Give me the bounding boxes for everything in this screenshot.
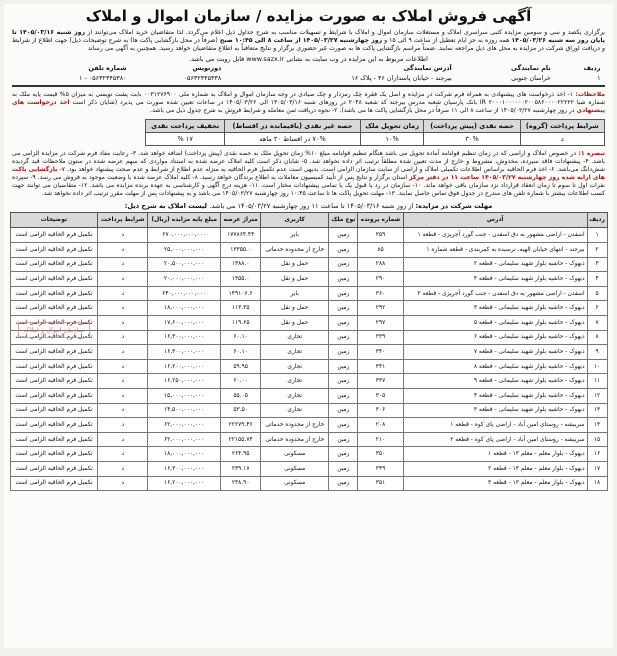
property-list-table xyxy=(10,212,608,491)
table-cell: ۶۰.۱۰ xyxy=(221,345,261,360)
table-cell: دیهوک - حاشیه بلوار شهید سلیمانی - قطعه ۶ xyxy=(403,330,587,345)
table-cell: خارج از محدوده خدماتی xyxy=(261,243,329,258)
table-cell: خارج از محدوده خدماتی xyxy=(261,418,329,433)
table-cell: ۲۰,۵۰۰,۰۰۰,۰۰۰ xyxy=(148,257,221,272)
table-cell: ۳۳۹ xyxy=(358,330,403,345)
table-cell: دیهوک - حاشیه بلوار شهید سلیمانی - قطعه ۴ xyxy=(403,272,587,287)
table-cell: ۱۶,۳۰۰,۰۰۰,۰۰۰ xyxy=(148,461,221,476)
table-cell: ۱۷۷۸۶۴.۴۴ xyxy=(221,228,261,243)
list-title: لیست املاک به شرح ذیل: xyxy=(124,202,210,211)
table-cell: تکمیل فرم الحاقیه الزامی است xyxy=(10,345,98,360)
table-cell: ۱۴۹۱۰۶.۶ xyxy=(221,286,261,301)
table-cell: ۲۹۲ xyxy=(358,301,403,316)
table-cell: ۱۶,۳۰۰,۰۰۰,۰۰۰ xyxy=(148,345,221,360)
branch-cell: ۰۵۶۳۲۴۴۵۳۳۸ xyxy=(183,73,222,82)
table-cell: ۲۵,۰۰۰,۰۰۰,۰۰۰ xyxy=(148,243,221,258)
table-cell: ۹ xyxy=(587,345,607,360)
table-cell: حمل و نقل xyxy=(261,272,329,287)
table-cell: تجاری xyxy=(261,374,329,389)
table-cell: سربیشه - روستای امین آباد - اراضی پای کوه - قطعه ۲ xyxy=(403,432,587,447)
table-cell: ۱۶,۲۰۰,۰۰۰,۰۰۰ xyxy=(148,359,221,374)
table-cell: زمین xyxy=(329,403,358,418)
table-cell: دیهوک - بلوار معلم - معلم ۱۳ - قطعه ۱ xyxy=(403,447,587,462)
table-cell: ۱۸,۰۰۰,۰۰۰,۰۰۰ xyxy=(148,301,221,316)
notice-title: آگهی فروش املاک به صورت مزایده / سازمان اموال و املاک xyxy=(85,7,532,25)
details-paragraph xyxy=(4,148,613,201)
table-cell: ۲۳۹.۱۷ xyxy=(221,461,261,476)
details-text: در خصوص املاک و اراضی که در زمان تنظیم قولنامه آماده تحویل می باشد هنگام تنظیم قولنامه مبلغ ۱۰% زمان تحویل ملک به حصه نقدی (پیش پرداخت) اضافه خواهد شد. ۳- رعایت مفاد فرم شرکت در مزایده الزامی می باشد. ۴- پیشنهادات فاقد سپرده، مخدوش، مشروط و خارج از مدت تعیین شده مطلقاً ترتیب اثر داده نخواهد شد. ۵- شایان ذکر است کلیه املاک عرضه شده به استناد مواردی که سهم عرضه شده در ستون ملاحظات قید گردیده شش‌دانگ می‌باشد. ۶- اخذ فرم الحاقیه براساس اطلاعات تکمیلی املاک و اراضی از سایت سازمان الزامی است. بدیهی است عدم تکمیل فرم الحاقیه به منزله عدم اطلاع از شرایط و عدم صحت پیشنهاد خواهد بود. ۷- xyxy=(12,149,606,174)
table-cell: دیهوک - حاشیه بلوار شهید سلیمانی - قطعه ۳ xyxy=(403,403,587,418)
table-cell: ۳۴۰ xyxy=(358,345,403,360)
table-cell: د xyxy=(98,418,148,433)
table-cell: ۱۰ xyxy=(587,359,607,374)
table-cell: زمین xyxy=(329,257,358,272)
table-cell: د xyxy=(98,403,148,418)
auction-notice xyxy=(4,4,613,648)
table-cell: تجاری xyxy=(261,403,329,418)
table-cell: ۳۳۷ xyxy=(358,374,403,389)
table-cell: تکمیل فرم الحاقیه الزامی است xyxy=(10,243,98,258)
branch-table xyxy=(14,63,604,83)
table-cell: تکمیل فرم الحاقیه الزامی است xyxy=(10,447,98,462)
table-cell: تکمیل فرم الحاقیه الزامی است xyxy=(10,432,98,447)
table-cell: زمین xyxy=(329,272,358,287)
table-row xyxy=(10,228,607,243)
table-cell: ۳۴۱ xyxy=(358,359,403,374)
table-cell: زمین xyxy=(329,388,358,403)
table-row xyxy=(10,243,607,258)
branch-header-cell: ردیف xyxy=(583,63,601,72)
table-cell: تکمیل فرم الحاقیه الزامی است xyxy=(10,272,98,287)
table-cell: ۸ xyxy=(587,330,607,345)
table-cell: مسکونی xyxy=(261,447,329,462)
table-cell: تجاری xyxy=(261,345,329,360)
branch-cell: بیرجند - خیابان پاسداران ۴۶ - پلاک ۱۶ xyxy=(351,73,452,82)
condition-header-cell: شرایط پرداخت (گروه) xyxy=(520,119,604,132)
table-row xyxy=(10,418,607,433)
table-cell: دیهوک - حاشیه بلوار شهید سلیمانی - قطعه ۴ xyxy=(403,388,587,403)
remarks-red: اخذ درخواست های پیشنهادی xyxy=(12,98,605,114)
table-row xyxy=(10,345,607,360)
table-cell: ۸۵ xyxy=(358,243,403,258)
table-cell: د xyxy=(98,374,148,389)
table-cell: اسفدن - اراضی مشهور به دق اسفدن - جنب گورد آجرپزی - قطعه ۲ xyxy=(403,286,587,301)
table-cell: ۱۲ xyxy=(587,388,607,403)
table-cell: حمل و نقل xyxy=(261,316,329,331)
table-cell: ۶۲,۰۰۰,۰۰۰,۰۰۰ xyxy=(148,432,221,447)
condition-header-cell: حصه نقدی (پیش پرداخت) xyxy=(424,119,520,132)
table-cell: زمین xyxy=(329,316,358,331)
table-cell: ۵۹.۹۵ xyxy=(221,359,261,374)
table-cell: زمین xyxy=(329,447,358,462)
website-text-end: قابل رویت می باشد. xyxy=(189,54,247,63)
table-cell: تکمیل فرم الحاقیه الزامی است xyxy=(10,374,98,389)
table-cell: دیهوک - حاشیه بلوار شهید سلیمانی - قطعه ۹ xyxy=(403,374,587,389)
intro-paragraph xyxy=(4,27,613,54)
table-cell: ۱۶,۲۰۰,۰۰۰,۰۰۰ xyxy=(148,476,221,491)
table-cell: ۱۶ xyxy=(587,447,607,462)
table-cell: ۱۸ xyxy=(587,476,607,491)
table-cell: ۱۷,۶۰۰,۰۰۰,۰۰۰ xyxy=(148,316,221,331)
table-cell: زمین xyxy=(329,301,358,316)
table-cell: ۱۴,۵۰۰,۰۰۰,۰۰۰ xyxy=(148,403,221,418)
table-cell: د xyxy=(98,243,148,258)
website-text: اطلاعات مربوط به این مزایده در وب سایت به نشانی xyxy=(284,54,428,63)
table-cell: ۲ xyxy=(587,243,607,258)
table-cell: ۱۳۳۵۵.۰ xyxy=(221,243,261,258)
list-header-cell: ردیف xyxy=(587,213,607,228)
table-cell: زمین xyxy=(329,330,358,345)
table-cell: دیهوک - حاشیه بلوار شهید سلیمانی - قطعه ۳ xyxy=(403,301,587,316)
table-cell: زمین xyxy=(329,476,358,491)
table-cell: ۱۵,۰۰۰,۰۰۰,۰۰۰ xyxy=(148,388,221,403)
table-cell: بایر xyxy=(261,228,329,243)
website-link[interactable]: www.sazx.ir xyxy=(246,54,285,63)
deadline-label: مهلت شرکت در مزایده: xyxy=(415,202,493,211)
branch-cell: ۰۵۶۳۲۴۴۵۳۸۰ - ۱ xyxy=(78,73,127,82)
table-cell: ۱۴ xyxy=(587,418,607,433)
table-cell: د xyxy=(98,286,148,301)
table-cell: ۳۵۹ xyxy=(358,228,403,243)
table-cell: تکمیل فرم الحاقیه الزامی است xyxy=(10,461,98,476)
table-cell: حمل و نقل xyxy=(261,301,329,316)
condition-cell: د xyxy=(520,132,604,145)
table-cell: د xyxy=(98,257,148,272)
table-cell: ۲۲۲۷۹.۴۶ xyxy=(221,418,261,433)
table-row xyxy=(10,257,607,272)
branch-header-cell: دورنویس xyxy=(192,63,222,72)
branch-cell: ۱ xyxy=(597,73,601,82)
table-row xyxy=(10,403,607,418)
list-header-cell: آدرس xyxy=(403,213,587,228)
table-cell: ۶۰.۱۰ xyxy=(221,330,261,345)
remarks-label: ملاحظات: xyxy=(572,90,606,98)
table-cell: ۵ xyxy=(587,286,607,301)
list-header-cell: توضیحات xyxy=(10,213,98,228)
table-cell: ۱۳ xyxy=(587,403,607,418)
intro-text-1: برگزاری یکصد و سی و سومین مزایده کتبی سراسری املاک و مستغلات سازمان اموال و املاک با شرایط و تسهیلات مناسب به شرح جداول ذیل اعلام می‌گردد. لذا متقاضیان خرید املاک می‌توانند از xyxy=(85,29,605,36)
intro-text-3: (صرفاً در محل بازگشایی پاکت ها) به شرح توضیحات ذیل) جهت اطلاع از شرایط و دریافت اوراق شرکت در مزایده به محل های ذیل مراجعه نمایند. ضمناً مراسم بازگشایی پاکت ها به صورت غیر حضوری برگزار و نتایج متعاقباً به اطلاع متقاضیان خواهد رسید. همچنین به آگهی می رساند xyxy=(12,37,605,53)
table-cell: ۳۵۰ xyxy=(358,447,403,462)
details-label: تبصره ۱: xyxy=(576,149,606,157)
table-cell: ۱۳۵۵.۰ xyxy=(221,272,261,287)
divider xyxy=(12,85,605,87)
table-cell: ۱۱۹.۶۵ xyxy=(221,316,261,331)
table-cell: د xyxy=(98,272,148,287)
table-cell: ۱۶,۳۰۰,۰۰۰,۰۰۰ xyxy=(148,330,221,345)
table-cell: ۱۵ xyxy=(587,432,607,447)
table-cell: زمین xyxy=(329,374,358,389)
table-cell: تکمیل فرم الحاقیه الزامی است xyxy=(10,476,98,491)
table-row xyxy=(10,272,607,287)
table-cell: زمین xyxy=(329,286,358,301)
table-cell: دیهوک - بلوار معلم - معلم ۱۳ - قطعه ۳ xyxy=(403,476,587,491)
details-red: بازگشایی پاکت های ارایه شده روز چهارشنبه ۱۴۰۵/۰۳/۲۷ ساعت ۱۱ در دفتر مرکز xyxy=(12,166,606,182)
table-cell: تکمیل فرم الحاقیه الزامی است xyxy=(10,301,98,316)
table-cell: ۳۰۶ xyxy=(358,403,403,418)
table-cell: تکمیل فرم الحاقیه الزامی است xyxy=(10,330,98,345)
table-row xyxy=(10,432,607,447)
table-cell: خارج از محدوده خدماتی xyxy=(261,432,329,447)
table-cell: ۴ xyxy=(587,272,607,287)
table-cell: بایر xyxy=(261,286,329,301)
table-cell: زمین xyxy=(329,243,358,258)
table-cell: د xyxy=(98,447,148,462)
list-header-cell: مبلغ پایه مزایده (ریال) xyxy=(148,213,221,228)
table-cell: ۳۴۹ xyxy=(358,461,403,476)
table-cell: ۳۶۰ xyxy=(358,286,403,301)
table-row xyxy=(10,388,607,403)
table-cell: ۷ xyxy=(587,316,607,331)
list-header-cell: نوع ملک xyxy=(329,213,358,228)
table-cell: ۲۱۰ xyxy=(358,432,403,447)
remarks-text: ۱- اخذ درخواست های پیشنهادی به همراه فرم شرکت در مزایده و اصل یک فقره چک رمزدار و چک صیادی در وجه سازمان اموال و املاک به شماره ملی ۰۰۳۱۲۷۶۹۰۰ بابت پشت نویسی به میزان ۵% قیمت پایه ملک به شماره شبا IR ۲۰۰۰۱۰۰۰۰۰۰۲۰۰۵۸۶۰۰۰۰۲۲۲۲۲ بانک پارسیان شعبه مدرس بیرجند کد شعبه ۲۰۴۸ در روزهای شنبه ۱۴۰۵/۰۳/۱۶ الی ۱۴۰۵/۰۳/۲۶ در ساعات تعیین شده صورت می پذیرد (شایان ذکر است xyxy=(12,90,605,106)
table-cell: دیهوک - حاشیه بلوار شهید سلیمانی - قطعه ۲ xyxy=(403,257,587,272)
table-row xyxy=(10,316,607,331)
table-cell: ۲۴۰,۰۰۰,۰۰۰,۰۰۰ xyxy=(148,286,221,301)
table-cell: تکمیل فرم الحاقیه الزامی است xyxy=(10,403,98,418)
table-cell: ۱۳۸۸.۰ xyxy=(221,257,261,272)
table-row xyxy=(10,374,607,389)
list-header-cell: کاربری xyxy=(261,213,329,228)
table-cell: تجاری xyxy=(261,330,329,345)
condition-header-cell: حصه غیر نقدی (باقیمانده در اقساط) xyxy=(225,119,360,132)
table-cell: د xyxy=(98,345,148,360)
table-cell: ۲۰۸ xyxy=(358,418,403,433)
table-cell: ۳۵۱ xyxy=(358,476,403,491)
table-cell: تکمیل فرم الحاقیه الزامی است xyxy=(10,257,98,272)
table-row xyxy=(10,301,607,316)
website-line xyxy=(4,55,613,63)
branch-header-cell: آدرس نمایندگی xyxy=(403,63,452,72)
table-cell: تکمیل فرم الحاقیه الزامی است xyxy=(10,388,98,403)
list-header-cell: متراژ عرصه xyxy=(221,213,261,228)
table-cell: د xyxy=(98,432,148,447)
table-cell: ۶۰.۰۰ xyxy=(221,374,261,389)
table-cell: ۳ xyxy=(587,257,607,272)
intro-bold-dates: روز شنبه ۱۴۰۵/۰۳/۱۶ تا پایان روز سه شنبه ۱۴۰۵/۰۳/۲۶ xyxy=(12,29,606,45)
table-cell: ۲۶۴.۹۵ xyxy=(221,447,261,462)
branch-header-cell: نام نمایندگی xyxy=(511,63,551,72)
organization-stamp: سازمان اموال و املاک xyxy=(18,322,90,338)
list-header-cell: شماره پرونده xyxy=(358,213,403,228)
remarks xyxy=(4,89,613,117)
table-cell: تکمیل فرم الحاقیه الزامی است xyxy=(10,418,98,433)
condition-cell: ۱۰% xyxy=(360,132,424,145)
table-row xyxy=(10,286,607,301)
table-cell: ۱۷ xyxy=(587,461,607,476)
table-cell: زمین xyxy=(329,228,358,243)
table-cell: د xyxy=(98,228,148,243)
table-cell: دیهوک - حاشیه بلوار شهید سلیمانی - قطعه ۸ xyxy=(403,359,587,374)
table-cell: ۵۵.۰۵ xyxy=(221,388,261,403)
table-cell: ۲۲۱۵۵.۷۴ xyxy=(221,432,261,447)
intro-bold-wednesday: روز چهارشنبه ۱۴۰۵/۰۳/۲۷ از ساعت ۸ الی ۱۰:۴۵ صبح xyxy=(219,37,383,45)
table-cell: د xyxy=(98,301,148,316)
branch-cell: خراسان جنوبی xyxy=(511,73,551,82)
intro-text-2: همه روزه به جز ایام تعطیل از ساعت ۹ الی ۱۵ و xyxy=(382,37,512,45)
table-cell: د xyxy=(98,388,148,403)
table-cell: ۶ xyxy=(587,301,607,316)
table-cell: تجاری xyxy=(261,359,329,374)
table-cell: دیهوک - حاشیه بلوار شهید سلیمانی - قطعه ۷ xyxy=(403,345,587,360)
condition-header-cell: تخفیف پرداخت نقدی xyxy=(146,119,225,132)
table-row xyxy=(10,359,607,374)
table-row xyxy=(10,476,607,491)
table-row xyxy=(10,330,607,345)
table-cell: ۲۷۰,۰۰۰,۰۰۰,۰۰۰ xyxy=(148,228,221,243)
table-row xyxy=(10,461,607,476)
table-cell: سربیشه - روستای امین آباد - اراضی پای کوه - قطعه ۱ xyxy=(403,418,587,433)
table-cell: زمین xyxy=(329,432,358,447)
table-cell: تکمیل فرم الحاقیه الزامی است xyxy=(10,359,98,374)
table-cell: تکمیل فرم الحاقیه الزامی است xyxy=(10,316,98,331)
details-text-2: استان برگزار و نتایج پس از تأیید کمیسیون معاملات به اطلاع برندگان خواهد رسید. ۸- کلیه املاک عرضه شده با وضعیت موجود به فروش می رسد. ۹- سپرده نفرات اول تا سوم تا زمان انعقاد قرارداد نزد سازمان باقی خواهد ماند. ۱۰- سازمان در رد یا قبول یک یا تمامی پیشنهادات مختار است. ۱۱- هزینه درج آگهی و کارشناسی به عهده برنده مزایده می باشد. ۱۲- متقاضیان می توانند جهت کسب اطلاعات بیشتر با شماره تلفن های مندرج در جدول فوق تماس حاصل نمایند. ۱۳- مهلت تحویل پاکت ها تا ساعت ۱۰:۴۵ روز چهارشنبه ۱۴۰۵/۰۳/۲۷ می باشد و به پیشنهادات پس از مهلت مقرر ترتیب اثر داده نخواهد شد. xyxy=(12,174,605,198)
table-cell: زمین xyxy=(329,359,358,374)
table-cell: تکمیل فرم الحاقیه الزامی است xyxy=(10,228,98,243)
condition-cell: ۱۷ % xyxy=(146,132,225,145)
table-cell: زمین xyxy=(329,418,358,433)
table-cell: مسکونی xyxy=(261,476,329,491)
remarks-text-2: در روز چهارشنبه ۱۴۰۵/۰۳/۲۷ از ساعت ۸ الی ۱۱ صرفاً در محل بازگشایی پاکت ها می باشد). ۲- نحوه دریافت ثمن معامله و شرایط فروش به شرح جدول ذیل می باشد. xyxy=(150,106,577,114)
table-cell: د xyxy=(98,359,148,374)
table-cell: ۶۲,۰۰۰,۰۰۰,۰۰۰ xyxy=(148,418,221,433)
table-cell: د xyxy=(98,316,148,331)
list-header-cell: شرایط پرداخت xyxy=(98,213,148,228)
table-cell: ۱۱۳.۳۵ xyxy=(221,301,261,316)
table-cell: ۲۹۰ xyxy=(358,272,403,287)
deadline-line xyxy=(4,202,613,210)
deadline-text: از روز شنبه ۱۴۰۵/۰۳/۱۶ تا ساعت ۱۱ روز چهارشنبه ۱۴۰۵/۰۳/۲۷ می باشد. xyxy=(209,202,416,211)
branch-header-cell: شماره تلفن xyxy=(88,63,127,72)
table-cell: ۱۸,۰۰۰,۰۰۰,۰۰۰ xyxy=(148,447,221,462)
table-cell: تجاری xyxy=(261,388,329,403)
table-cell: بیرجند - انتهای خیابان الهیه، نرسیده به کمربندی - قطعه شماره ۱ xyxy=(403,243,587,258)
table-cell: تکمیل فرم الحاقیه الزامی است xyxy=(10,286,98,301)
condition-cell: ۳۰% xyxy=(424,132,520,145)
table-cell: دیهوک - بلوار معلم - معلم ۱۳ - قطعه ۲ xyxy=(403,461,587,476)
table-cell: زمین xyxy=(329,461,358,476)
table-cell: حمل و نقل xyxy=(261,257,329,272)
table-row xyxy=(10,447,607,462)
condition-cell: ۷۰% در اقساط ۳۰ ماهه xyxy=(225,132,360,145)
table-cell: زمین xyxy=(329,345,358,360)
table-cell: د xyxy=(98,476,148,491)
table-cell: ۲۰,۰۰۰,۰۰۰,۰۰۰ xyxy=(148,272,221,287)
condition-header-cell: زمان تحویل ملک xyxy=(360,119,424,132)
table-cell: اسفدن - اراضی مشهور به دق اسفدن - جنب گورد آجرپزی - قطعه ۱ xyxy=(403,228,587,243)
table-cell: مسکونی xyxy=(261,461,329,476)
table-cell: دیهوک - حاشیه بلوار شهید سلیمانی - قطعه ۵ xyxy=(403,316,587,331)
table-cell: ۵۳.۵۰ xyxy=(221,403,261,418)
table-cell: ۱۱ xyxy=(587,374,607,389)
payment-conditions-table xyxy=(145,119,605,146)
table-cell: د xyxy=(98,330,148,345)
table-cell: د xyxy=(98,461,148,476)
table-cell: ۲۸۸ xyxy=(358,257,403,272)
table-cell: ۲۹۷ xyxy=(358,316,403,331)
table-cell: ۲۳۸.۹۰ xyxy=(221,476,261,491)
table-cell: ۱۶,۲۵۰,۰۰۰,۰۰۰ xyxy=(148,374,221,389)
table-cell: ۳۰۵ xyxy=(358,388,403,403)
table-cell: ۱ xyxy=(587,228,607,243)
